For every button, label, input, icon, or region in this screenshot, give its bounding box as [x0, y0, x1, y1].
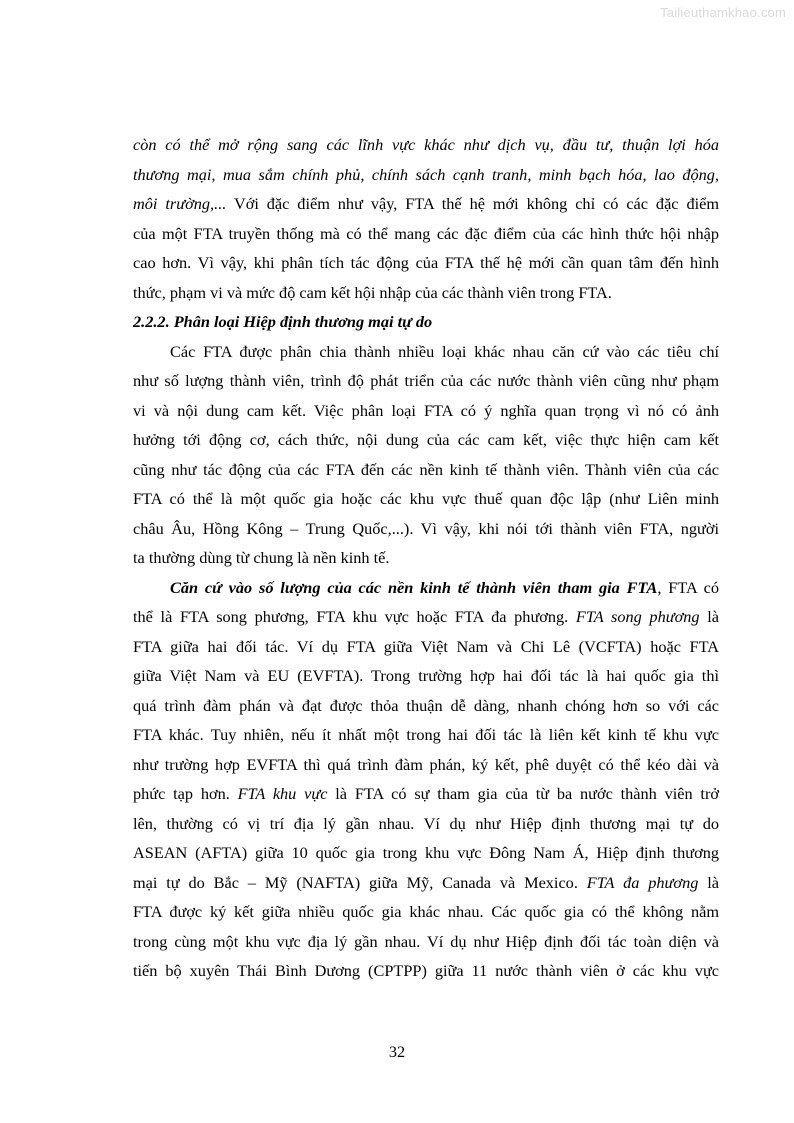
- italic-span: FTA khu vực: [237, 784, 328, 803]
- text-line: lên, thường có vị trí địa lý gần nhau. Ví dụ như Hiệp định thương mại tự do: [133, 813, 719, 833]
- text-line: [133, 868, 719, 898]
- page-body: [133, 130, 719, 986]
- text-span: là: [699, 607, 719, 626]
- text-line: FTA khác. Tuy nhiên, nếu ít nhất một trong hai đối tác là liên kết kinh tế khu vực: [133, 725, 719, 744]
- section-heading: 2.2.2. Phân loại Hiệp định thương mại tự do: [133, 312, 433, 331]
- text-line: quá trình đàm phán và đạt được thỏa thuận dễ dàng, nhanh chóng hơn so với các: [133, 695, 719, 715]
- text-line: của một FTA truyền thống mà có thể mang các đặc điểm của các hình thức hội nhập: [133, 223, 719, 243]
- text-line: [133, 602, 719, 632]
- text-span: là FTA có sự tham gia của từ ba nước thành viên trở: [327, 784, 719, 803]
- text-line: hưởng tới động cơ, cách thức, nội dung của các cam kết, việc thực hiện cam kết: [133, 430, 719, 449]
- paragraph-2: [133, 337, 719, 573]
- text-line: như số lượng thành viên, trình độ phát triển của các nước thành viên cũng như phạm: [133, 371, 719, 390]
- text-span: phức tạp hơn.: [133, 784, 238, 803]
- text-span: thể là FTA song phương, FTA khu vực hoặc FTA đa phương.: [133, 607, 576, 626]
- text-line: Các FTA được phân chia thành nhiều loại khác nhau căn cứ vào các tiêu chí: [170, 341, 719, 361]
- text-line: cao hơn. Vì vậy, khi phân tích tác động của FTA thế hệ mới cần quan tâm đến hình: [133, 253, 719, 272]
- text-line: tiến bộ xuyên Thái Bình Dương (CPTPP) giữa 11 nước thành viên ở các khu vực: [133, 961, 719, 980]
- text-span: , FTA có: [657, 577, 720, 597]
- bold-italic-span: Căn cứ vào số lượng của các nền kinh tế thành viên tham gia FTA: [170, 577, 658, 597]
- text-line: thương mại, mua sắm chính phủ, chính sách cạnh tranh, minh bạch hóa, lao động,: [133, 164, 719, 184]
- text-line: ASEAN (AFTA) giữa 10 quốc gia trong khu vực Đông Nam Á, Hiệp định thương: [133, 843, 719, 862]
- text-span: là: [698, 872, 719, 892]
- paragraph-1: [133, 130, 719, 307]
- text-line: thức, phạm vi và mức độ cam kết hội nhập của các thành viên trong FTA.: [133, 282, 612, 302]
- text-line: [133, 189, 719, 219]
- text-span: mại tự do Bắc – Mỹ (NAFTA) giữa Mỹ, Canada và Mexico.: [133, 872, 587, 892]
- text-line: châu Âu, Hồng Kông – Trung Quốc,...). Vì vậy, khi nói tới thành viên FTA, người: [133, 518, 719, 538]
- watermark: Tailieuthamkhao.com: [660, 5, 786, 20]
- italic-span: môi trường,...: [133, 194, 227, 213]
- text-span: Với đặc điểm như vậy, FTA thế hệ mới không chỉ có các đặc điểm: [226, 194, 719, 213]
- paragraph-3: [133, 573, 719, 986]
- italic-span: FTA đa phương: [586, 872, 699, 892]
- text-line: giữa Việt Nam và EU (EVFTA). Trong trường hợp hai đối tác là hai quốc gia thì: [133, 666, 719, 685]
- text-line: [133, 573, 719, 603]
- text-line: vi và nội dung cam kết. Việc phân loại FTA có ý nghĩa quan trọng vì nó có ảnh: [133, 400, 719, 420]
- text-line: còn có thể mở rộng sang các lĩnh vực khác như dịch vụ, đầu tư, thuận lợi hóa: [133, 135, 719, 154]
- text-line: [133, 779, 719, 809]
- text-line: trong cùng một khu vực địa lý gần nhau. Ví dụ như Hiệp định đối tác toàn diện và: [133, 931, 719, 951]
- italic-span: FTA song phương: [575, 607, 700, 626]
- text-line: ta thường dùng từ chung là nền kinh tế.: [133, 548, 390, 567]
- page-number: 32: [388, 1042, 406, 1061]
- text-line: như trường hợp EVFTA thì quá trình đàm phán, ký kết, phê duyệt có thể kéo dài và: [133, 754, 719, 774]
- text-line: FTA giữa hai đối tác. Ví dụ FTA giữa Việt Nam và Chi Lê (VCFTA) hoặc FTA: [133, 636, 719, 656]
- text-line: FTA được ký kết giữa nhiều quốc gia khác nhau. Các quốc gia có thể không nằm: [133, 902, 719, 921]
- text-line: cũng như tác động của các FTA đến các nền kinh tế thành viên. Thành viên của các: [133, 459, 719, 479]
- text-line: FTA có thể là một quốc gia hoặc các khu vực thuế quan độc lập (như Liên minh: [133, 489, 719, 508]
